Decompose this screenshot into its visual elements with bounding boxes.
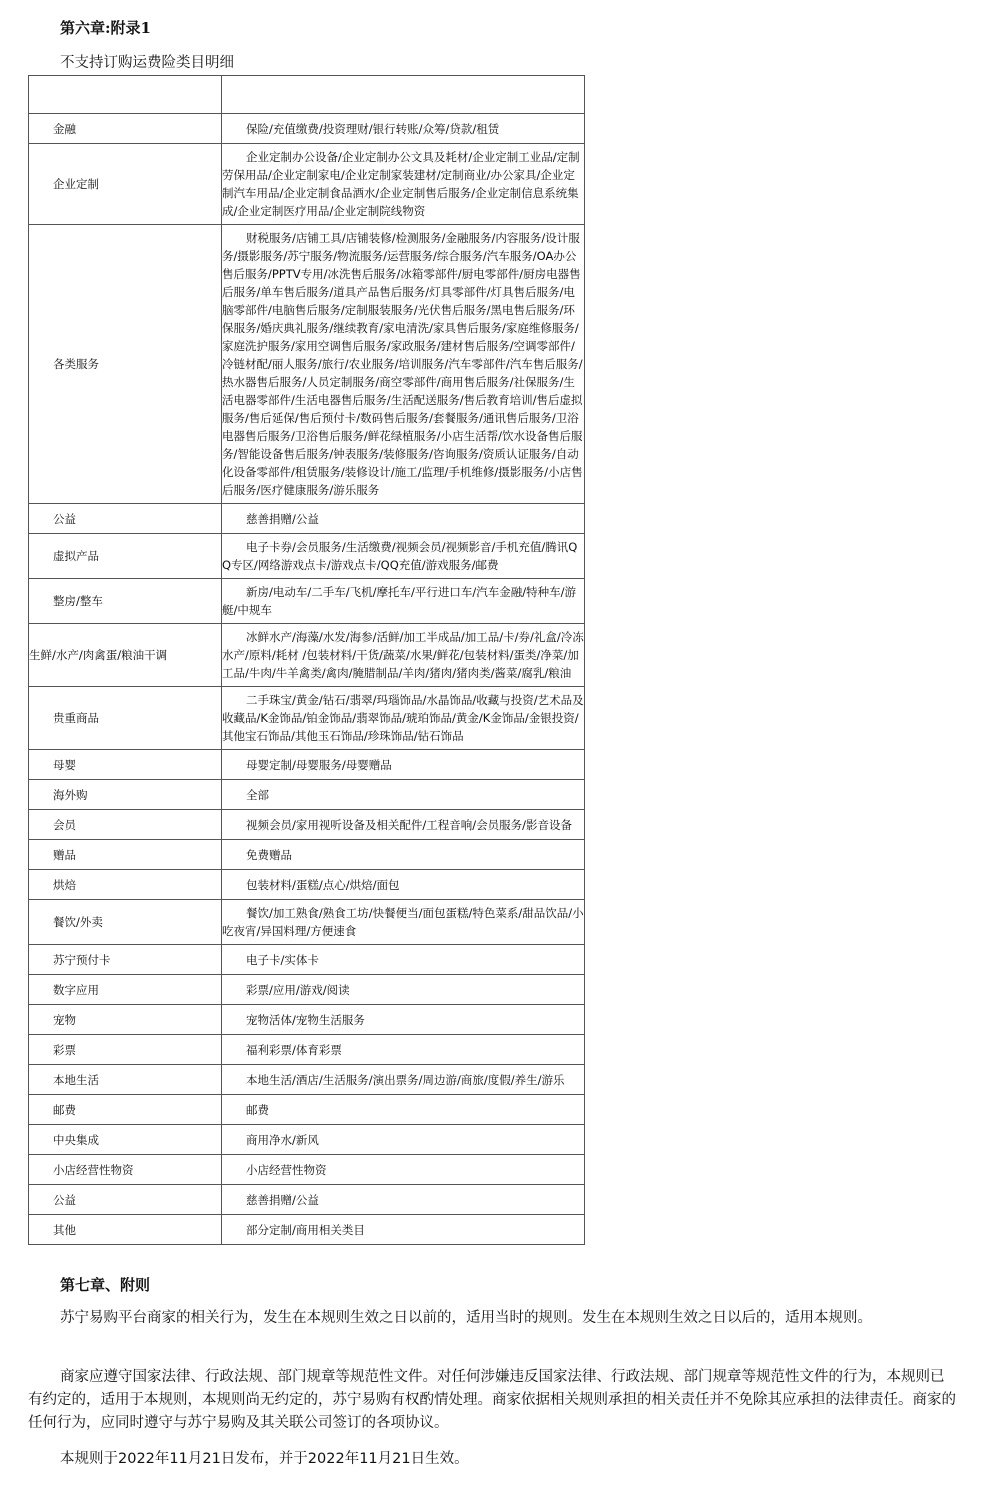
header-cell [29,76,222,114]
category-cell: 各类服务 [29,225,222,504]
table-row [29,579,585,624]
items-cell: 电子卡券/会员服务/生活缴费/视频会员/视频影音/手机充值/腾讯QQ专区/网络游戏点卡/游戏点卡/QQ充值/游戏服务/邮费 [222,534,585,579]
table-row [29,870,585,900]
table-row [29,225,585,504]
items-cell: 二手珠宝/黄金/钻石/翡翠/玛瑙饰品/水晶饰品/收藏与投资/艺术品及收藏品/K金饰品/铂金饰品/翡翠饰品/琥珀饰品/黄金/K金饰品/金银投资/其他宝石饰品/其他玉石饰品/珍珠饰品/钻石饰品 [222,687,585,750]
items-cell: 餐饮/加工熟食/熟食工坊/快餐便当/面包蛋糕/特色菜系/甜品饮品/小吃夜宵/异国料理/方便速食 [222,900,585,945]
table-row [29,144,585,225]
category-cell: 海外购 [29,780,222,810]
items-cell: 慈善捐赠/公益 [222,1185,585,1215]
table-row [29,1185,585,1215]
table-row [29,1125,585,1155]
items-cell: 包装材料/蛋糕/点心/烘焙/面包 [222,870,585,900]
category-cell: 中央集成 [29,1125,222,1155]
items-cell: 本地生活/酒店/生活服务/演出票务/周边游/商旅/度假/养生/游乐 [222,1065,585,1095]
category-cell: 宠物 [29,1005,222,1035]
table-row [29,1065,585,1095]
paragraph: 苏宁易购平台商家的相关行为，发生在本规则生效之日以前的，适用当时的规则。发生在本规则生效之日以后的，适用本规则。 [60,1310,872,1326]
items-cell: 部分定制/商用相关类目 [222,1215,585,1245]
items-cell: 免费赠品 [222,840,585,870]
category-cell: 整房/整车 [29,579,222,624]
category-cell: 母婴 [29,750,222,780]
items-cell: 商用净水/新风 [222,1125,585,1155]
category-cell: 贵重商品 [29,687,222,750]
category-cell: 赠品 [29,840,222,870]
category-cell: 数字应用 [29,975,222,1005]
table-row [29,504,585,534]
appendix-subtitle: 不支持订购运费险类目明细 [60,55,234,71]
items-cell: 邮费 [222,1095,585,1125]
category-cell: 企业定制 [29,144,222,225]
category-cell: 烘焙 [29,870,222,900]
table-row [29,1215,585,1245]
category-cell: 邮费 [29,1095,222,1125]
items-cell: 宠物活体/宠物生活服务 [222,1005,585,1035]
items-cell: 财税服务/店铺工具/店铺装修/检测服务/金融服务/内容服务/设计服务/摄影服务/苏宁服务/物流服务/运营服务/综合服务/汽车服务/OA办公售后服务/PPTV专用/冰洗售后服务/冰箱零部件/厨电零部件/厨房电器售后服务/单车售后服务/道具产品售后服务/灯具零部件/灯具售后服务/电脑零部件/电脑售后服务/定制服装服务/光伏售后服务/黑电售后服务/环保服务/婚庆典礼服务/继续教育/家电清洗/家具售后服务/家庭维修服务/家庭洗护服务/家用空调售后服务/家政服务/建材售后服务/空调零部件/冷链材配/丽人服务/旅行/农业服务/培训服务/汽车零部件/汽车售后服务/热水器售后服务/人员定制服务/商空零部件/商用售后服务/社保服务/生活电器零部件/生活电器售后服务/生活配送服务/售后教育培训/售后虚拟服务/售后延保/售后预付卡/数码售后服务/套餐服务/通讯售后服务/卫浴电器售后服务/卫浴售后服务/鲜花绿植服务/小店生活帮/饮水设备售后服务/智能设备售后服务/钟表服务/装修服务/咨询服务/资质认证服务/自动化设备零部件/租赁服务/装修设计/施工/监理/手机维修/摄影服务/小店售后服务/医疗健康服务/游乐服务 [222,225,585,504]
items-cell: 保险/充值缴费/投资理财/银行转账/众筹/贷款/租赁 [222,114,585,144]
chapter7-title: 第七章、附则 [60,1276,151,1294]
table-row [29,780,585,810]
items-cell: 企业定制办公设备/企业定制办公文具及耗材/企业定制工业品/定制劳保用品/企业定制家电/企业定制家装建材/定制商业/办公家具/企业定制汽车用品/企业定制食品酒水/企业定制售后服务/企业定制信息系统集成/企业定制医疗用品/企业定制院线物资 [222,144,585,225]
category-table [28,75,585,1245]
category-cell: 公益 [29,1185,222,1215]
table-row [29,900,585,945]
category-cell: 虚拟产品 [29,534,222,579]
paragraph: 商家应遵守国家法律、行政法规、部门规章等规范性文件。对任何涉嫌违反国家法律、行政法规、部门规章等规范性文件的行为，本规则已有约定的，适用于本规则，本规则尚无约定的，苏宁易购有权酌情处理。商家依据相关规则承担的相关责任并不免除其应承担的法律责任。商家的任何行为，应同时遵守与苏宁易购及其关联公司签订的各项协议。 [28,1369,956,1431]
category-cell: 其他 [29,1215,222,1245]
table-header-row [29,76,585,114]
items-cell: 彩票/应用/游戏/阅读 [222,975,585,1005]
category-cell: 公益 [29,504,222,534]
header-cell [222,76,585,114]
category-cell: 苏宁预付卡 [29,945,222,975]
items-cell: 福利彩票/体育彩票 [222,1035,585,1065]
category-cell: 本地生活 [29,1065,222,1095]
table-row [29,1035,585,1065]
table-row [29,1005,585,1035]
items-cell: 全部 [222,780,585,810]
paragraph: 本规则于2022年11月21日发布，并于2022年11月21日生效。 [60,1451,469,1467]
category-cell: 小店经营性物资 [29,1155,222,1185]
table-row [29,114,585,144]
category-cell: 会员 [29,810,222,840]
table-row [29,945,585,975]
chapter6-title: 第六章:附录1 [60,19,151,37]
table-row [29,840,585,870]
items-cell: 慈善捐赠/公益 [222,504,585,534]
items-cell: 母婴定制/母婴服务/母婴赠品 [222,750,585,780]
items-cell: 小店经营性物资 [222,1155,585,1185]
category-cell: 生鲜/水产/肉禽蛋/粮油干调 [29,624,222,687]
table-row [29,1155,585,1185]
items-cell: 视频会员/家用视听设备及相关配件/工程音响/会员服务/影音设备 [222,810,585,840]
table-row [29,1095,585,1125]
items-cell: 电子卡/实体卡 [222,945,585,975]
table-row [29,750,585,780]
table-row [29,534,585,579]
table-row [29,687,585,750]
category-cell: 金融 [29,114,222,144]
category-cell: 彩票 [29,1035,222,1065]
table-row [29,624,585,687]
table-row [29,810,585,840]
items-cell: 冰鲜水产/海藻/水发/海参/活鲜/加工半成品/加工品/卡/券/礼盒/冷冻水产/原料/耗材 /包装材料/干货/蔬菜/水果/鲜花/包装材料/蛋类/净菜/加工品/牛肉/牛羊禽类/禽肉/腌腊制品/羊肉/猪肉/猪肉类/酱菜/腐乳/粮油 [222,624,585,687]
items-cell: 新房/电动车/二手车/飞机/摩托车/平行进口车/汽车金融/特种车/游艇/中规车 [222,579,585,624]
category-cell: 餐饮/外卖 [29,900,222,945]
table-row [29,975,585,1005]
